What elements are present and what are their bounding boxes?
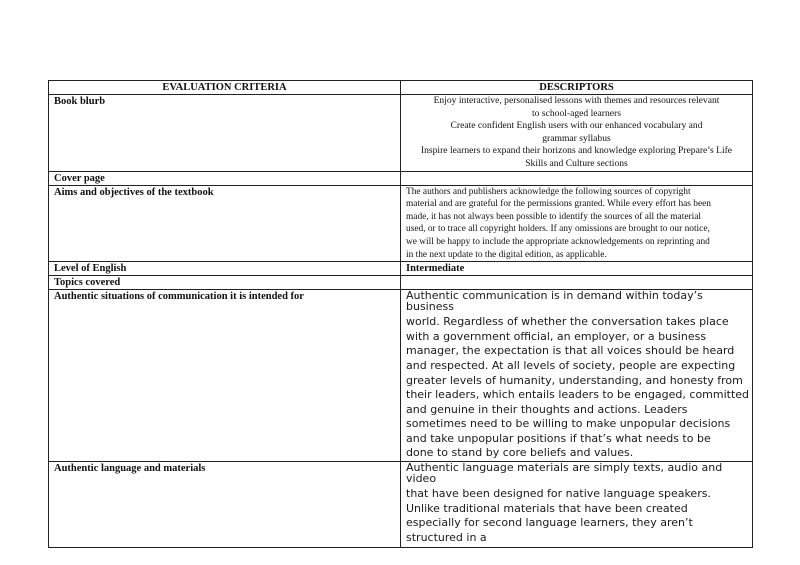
descriptor-line: their leaders, which entails leaders to be engaged, committed xyxy=(406,388,750,402)
descriptor-line: in the next update to the digital edition, as applicable. xyxy=(406,249,607,260)
criterion-cover-page: Cover page xyxy=(49,171,401,185)
descriptor-line: manager, the expectation is that all voices should be heard xyxy=(406,344,735,358)
table-row xyxy=(49,262,753,276)
descriptor-cover-page xyxy=(401,171,753,185)
descriptor-line: and take unpopular positions if that’s what needs to be xyxy=(406,431,711,445)
table-row xyxy=(49,95,753,172)
descriptor-line: we will be happy to include the appropriate acknowledgements on reprinting and xyxy=(406,236,710,247)
descriptor-line: to school-aged learners xyxy=(532,107,621,119)
descriptor-line: greater levels of humanity, understanding, and honesty from xyxy=(406,373,743,387)
descriptor-line: that have been designed for native language speakers. xyxy=(406,487,711,501)
criterion-topics-covered: Topics covered xyxy=(49,276,401,290)
descriptor-line: Enjoy interactive, personalised lessons with themes and resources relevant xyxy=(433,95,720,106)
descriptor-line: material and are grateful for the permissions granted. While every effort has been xyxy=(406,199,711,210)
descriptor-line: world. Regardless of whether the conversation takes place xyxy=(406,315,729,329)
descriptor-line: Authentic language materials are simply texts, audio and xyxy=(406,461,723,475)
descriptor-line: The authors and publishers acknowledge the following sources of copyright xyxy=(406,186,691,197)
descriptor-aims-objectives xyxy=(401,185,753,262)
criterion-book-blurb: Book blurb xyxy=(49,95,401,172)
criterion-authentic-language: Authentic language and materials xyxy=(49,462,401,548)
table-row xyxy=(49,171,753,185)
descriptor-topics-covered xyxy=(401,276,753,290)
descriptor-line: used, or to trace all copyright holders. If any omissions are brought to our notice, xyxy=(406,224,710,235)
descriptor-line: Authentic communication is in demand within today’s xyxy=(406,289,703,303)
descriptor-level-of-english: Intermediate xyxy=(401,262,753,276)
descriptor-authentic-language xyxy=(401,462,753,548)
descriptor-line: video xyxy=(406,472,437,486)
criterion-aims-objectives: Aims and objectives of the textbook xyxy=(49,185,401,262)
descriptor-book-blurb xyxy=(401,95,753,172)
table-row xyxy=(49,290,753,462)
table-row xyxy=(49,185,753,262)
descriptor-line: grammar syllabus xyxy=(542,132,611,144)
evaluation-table xyxy=(48,80,753,548)
table-row xyxy=(49,276,753,290)
descriptor-line: sometimes need to be willing to make unpopular decisions xyxy=(406,417,731,431)
header-descriptors: DESCRIPTORS xyxy=(401,81,753,95)
descriptor-line: and genuine in their thoughts and actions. Leaders xyxy=(406,402,688,416)
table-header-row xyxy=(49,81,753,95)
descriptor-line: Unlike traditional materials that have been created xyxy=(406,501,688,515)
descriptor-line: and respected. At all levels of society, people are expecting xyxy=(406,358,736,372)
descriptor-line: Create confident English users with our enhanced vocabulary and xyxy=(450,120,703,132)
descriptor-line: Inspire learners to expand their horizons and knowledge exploring Prepare’s Life xyxy=(420,145,733,157)
descriptor-authentic-situations xyxy=(401,290,753,462)
descriptor-line: especially for second language learners, they aren’t xyxy=(406,516,693,530)
descriptor-line: structured in a xyxy=(406,530,487,544)
descriptor-line: with a government official, an employer, or a business xyxy=(406,329,707,343)
descriptor-line: done to stand by core beliefs and values. xyxy=(406,446,634,460)
table-row xyxy=(49,462,753,548)
descriptor-line: Skills and Culture sections xyxy=(525,157,628,169)
criterion-level-of-english: Level of English xyxy=(49,262,401,276)
descriptor-line: business xyxy=(406,300,454,314)
descriptor-line: made, it has not always been possible to identify the sources of all the material xyxy=(406,211,701,222)
header-evaluation-criteria: EVALUATION CRITERIA xyxy=(49,81,401,95)
criterion-authentic-situations: Authentic situations of communication it is intended for xyxy=(49,290,401,462)
